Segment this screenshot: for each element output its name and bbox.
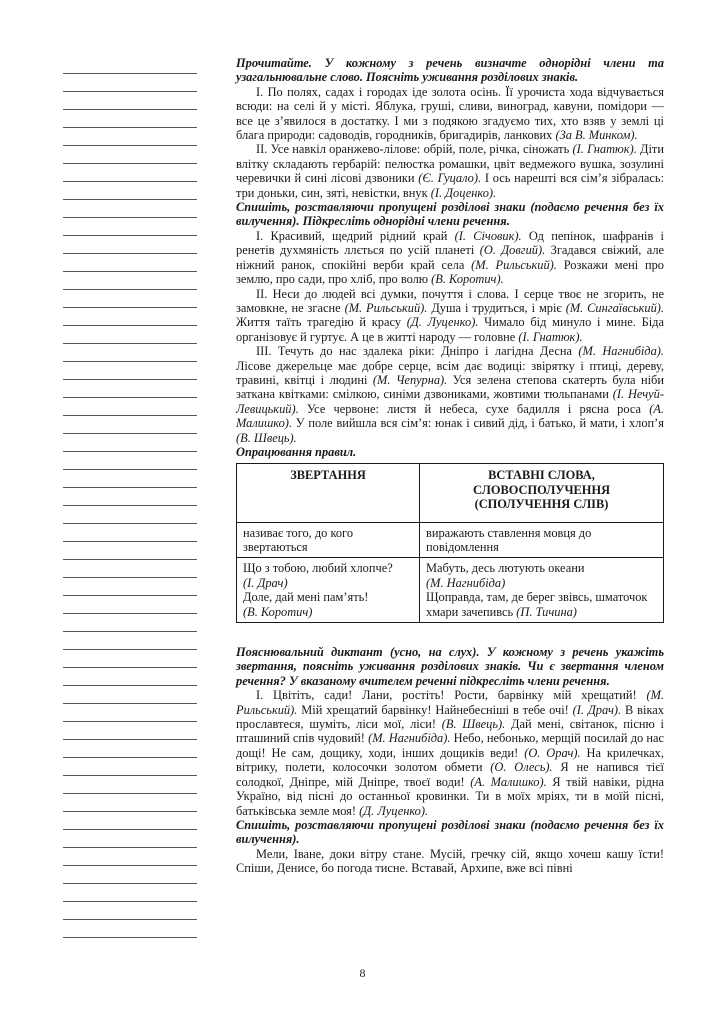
- text-paragraph: ІІ. Усе навкіл оранжево-лілове: обрій, поле, річка, сіножать (І. Гнатюк). Діти влітку складають гербарій: пелюстка ромашки, цвіт ведмежого вушка, зозулині черевички й сині лісові дзвоники (Є. Гуцало). І ось нарешті вся сім’я зібралась: три доньки, син, зяті, невістки, внук (І. Доценко).: [236, 142, 665, 200]
- table-cell: [237, 558, 420, 623]
- citation: (Д. Луценко).: [406, 315, 479, 330]
- example-text: Мабуть, десь лютують океани: [426, 561, 585, 576]
- citation: (М. Сингаївський).: [565, 300, 665, 315]
- citation: (М. Рильський).: [471, 257, 557, 272]
- table-header-address: ЗВЕРТАННЯ: [237, 464, 420, 522]
- example-text: Щоправда, там, де берег звівсь, шматочок хмари зачепивсь (П. Тичина): [426, 590, 648, 619]
- citation: (Д. Луценко).: [359, 803, 429, 818]
- table-row: [237, 522, 664, 558]
- example-text: Доле, дай мені пам’ять!: [243, 590, 369, 605]
- citation: (А. Малишко).: [470, 774, 547, 789]
- citation: (М. Нагнибіда): [426, 575, 506, 590]
- citation: (М. Нагнибіда).: [368, 731, 451, 746]
- citation: (В. Коротич): [243, 604, 313, 619]
- text-paragraph: І. Цвітіть, сади! Лани, ростіть! Рости, барвінку мій хрещатий! (М. Рильський). Мій хрещатий барвінку! Найнебесніші в тебе очі! (І. Драч). В віках прославтеся, шуміть, ліси мої, ліси! (В. Швець). Дай мені, світанок, пісню і пташиний спів чудовий! (М. Нагнибіда). Небо, небонько, мерщій посилай до нас дощі! Не сам, дощику, ходи, інших дощиків веди! (О. Орач). На крилечках, вітрику, полети, колосочки золотом обмети (О. Олесь). Я не напився тієї солодкої, Дніпре, мій Дніпре, твоєї води! (А. Малишко). Я твій навіки, рідна Україно, від пісні до останньої кровинки. Ти в моїх мріях, ти в моїй пісні, батьківська земле моя! (Д. Луценко).: [236, 688, 665, 818]
- citation: (М. Рильський).: [236, 688, 664, 717]
- citation: (А. Малишко).: [236, 401, 664, 431]
- table-cell: [420, 558, 664, 623]
- citation: (За В. Минком).: [555, 128, 638, 143]
- citation: (В. Коротич).: [431, 272, 504, 287]
- citation: (М. Чепурна).: [372, 372, 448, 387]
- rules-heading: Опрацювання правил.: [236, 444, 357, 459]
- table-header-parenthetical: ВСТАВНІ СЛОВА, СЛОВОСПОЛУЧЕННЯ (СПОЛУЧЕННЯ СЛІВ): [420, 464, 664, 522]
- citation: (М. Рильський).: [344, 300, 428, 315]
- citation: (І. Гнатюк).: [518, 329, 583, 344]
- spacer: [236, 623, 664, 645]
- citation: (О. Олесь).: [490, 760, 553, 775]
- page-number: 8: [359, 966, 366, 980]
- table-header-row: [237, 464, 664, 522]
- citation: (М. Нагнибіда).: [578, 344, 664, 359]
- citation: (О. Орач).: [524, 745, 581, 760]
- citation: (В. Швець).: [441, 717, 506, 732]
- text-paragraph: Мели, Іване, доки вітру стане. Мусій, гречку сій, якщо хочеш кашу їсти! Спіши, Денисе, бо погода тисне. Вставай, Архипе, вже всі півні: [236, 846, 664, 876]
- table-row: [237, 558, 664, 623]
- table-cell: виражають ставлення мовця до повідомлення: [420, 522, 664, 558]
- rules-table: [236, 463, 664, 623]
- margin-writing-lines: [63, 56, 197, 946]
- text-paragraph: ІІІ. Течуть до нас здалека ріки: Дніпро і лагідна Десна (М. Нагнибіда). Лісове джерельце має добре серце, всім дає водиці: звірятку і птиці, дереву, травині, квітці і людині (М. Чепурна). Уся зелена степова скатерть була ніби заткана квітками: смілкою, синіми дзвониками, жовтими тюльпанами (І. Нечуй-Левицький). Усе червоне: листя й небеса, сухе бадилля і рясна роса (А. Малишко). У поле вийшла вся сім’я: юнак і сивий дід, і батько, й мати, і хлоп’я (В. Швець).: [236, 344, 665, 445]
- citation: (І. Гнатюк).: [572, 142, 637, 157]
- text-paragraph: І. Красивий, щедрий рідний край (І. Січовик). Од пепінок, шафранів і ренетів духмяність ллється по усій планеті (О. Довгий). Згадався свіжий, але ніжний ранок, спокійні верби край села (М. Рильський). Розкажи мені про землю, про сади, про хліб, про волю (В. Коротич).: [236, 228, 664, 287]
- citation: (В. Швець).: [236, 430, 297, 445]
- task-instruction: Пояснювальний диктант (усно, на слух). У кожному з речень укажіть звертання, поясніть уживання розділових знаків. Чи є звертання членом речення? У вказаному вчителем реченні підкресліть члени речення.: [236, 645, 664, 688]
- citation: (І. Драч): [243, 575, 288, 590]
- citation: (І. Доценко).: [430, 185, 497, 200]
- citation: (О. Довгий).: [479, 243, 546, 258]
- task-instruction: Спишіть, розставляючи пропущені розділові знаки (подаємо речення без їх вилучення). Підкресліть однорідні члени речення.: [236, 200, 664, 229]
- citation: (І. Нечуй-Левицький).: [236, 387, 665, 416]
- task-instruction: Спишіть, розставляючи пропущені розділові знаки (подаємо речення без їх вилучення).: [236, 817, 664, 847]
- example-text: Що з тобою, любий хлопче?: [243, 561, 393, 576]
- citation: (І. Січовик).: [454, 228, 522, 243]
- text-paragraph: І. По полях, садах і городах іде золота осінь. Її урочиста хода відчувається всюди: на селі й у місті. Яблука, груші, сливи, виноград, кавуни, помідори — все це з’явилося в достатку. І ми з подякою згадуємо тих, хто взяв у землі ці блага природи: садоводів, городників, бригадирів, ланкових (За В. Минком).: [236, 84, 664, 143]
- table-cell: називає того, до кого звертаються: [237, 522, 420, 558]
- citation: (Є. Гуцало).: [418, 171, 482, 186]
- task-instruction: Прочитайте. У кожному з речень визначте однорідні члени та узагальнювальне слово. Поясніть уживання розділових знаків.: [236, 56, 664, 85]
- page-content: [236, 56, 664, 876]
- citation: (І. Драч).: [572, 702, 622, 717]
- citation: (П. Тичина): [516, 604, 577, 619]
- text-paragraph: ІІ. Неси до людей всі думки, почуття і слова. І серце твоє не згорить, не замовкне, не згасне (М. Рильський). Душа і трудиться, і мріє (М. Сингаївський). Життя таїть трагедію й красу (Д. Луценко). Чимало бід минуло і мине. Біда організовує й гуртує. А це в житті народу — головне (І. Гнатюк).: [236, 286, 665, 344]
